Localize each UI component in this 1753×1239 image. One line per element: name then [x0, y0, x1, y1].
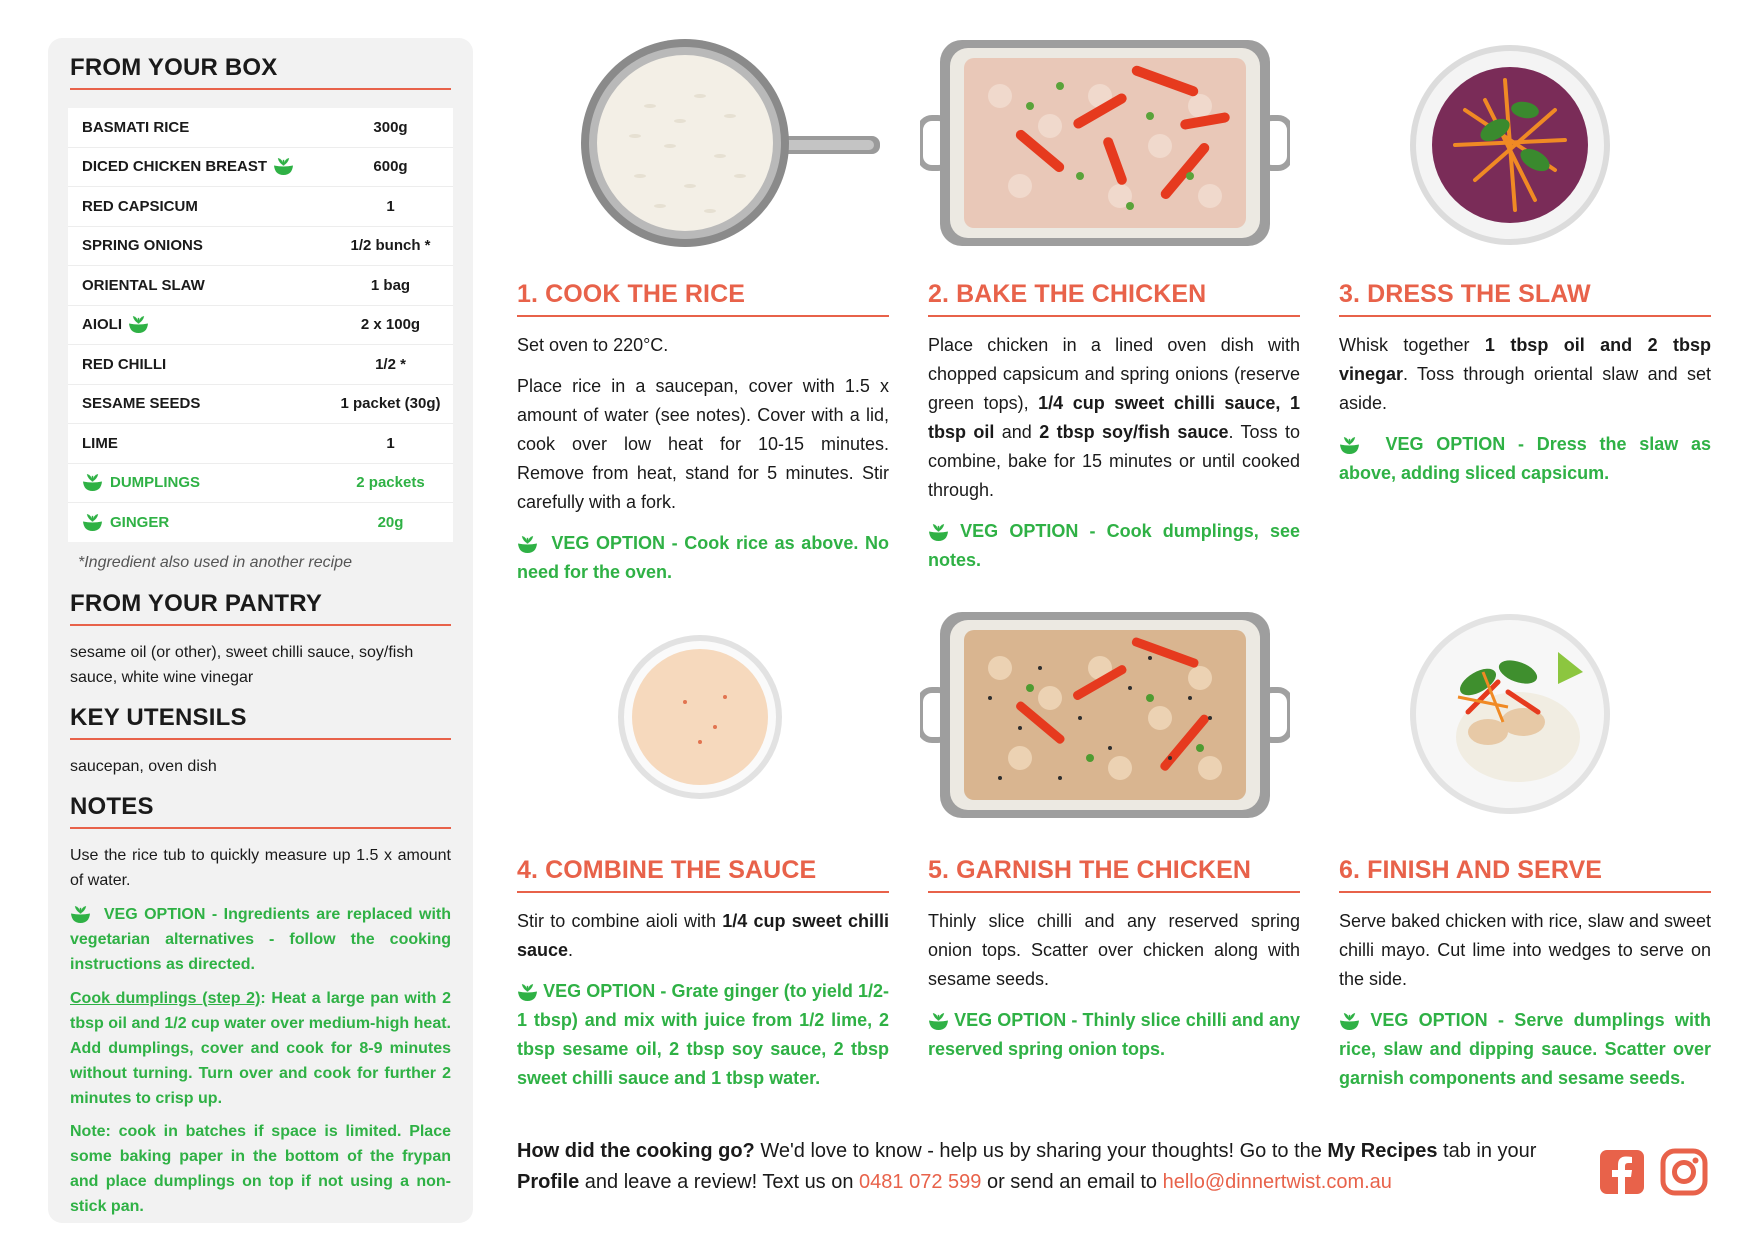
ingredient-label: SPRING ONIONS [82, 237, 203, 255]
ingredient-name [68, 435, 328, 452]
ingredient-label: ORIENTAL SLAW [82, 276, 205, 294]
step-4-veg-option [517, 977, 889, 1093]
batch-note: Note: cook in batches if space is limited. Place some baking paper in the bottom of the frypan and place dumplings on top if not using a non-stick pan. [70, 1122, 451, 1215]
ingredient-name [68, 237, 328, 254]
step-3-text-a: Whisk together [1339, 335, 1485, 355]
step-5-title: 5. GARNISH THE CHICKEN [928, 856, 1300, 893]
ingredients-table [68, 108, 453, 542]
sauce-bowl-image [615, 632, 785, 802]
leaf-icon [928, 1012, 949, 1031]
profile-label: Profile [517, 1171, 580, 1193]
step-2-title: 2. BAKE THE CHICKEN [928, 280, 1300, 317]
ingredient-quantity: 300g [373, 118, 408, 136]
ingredient-row [68, 187, 453, 227]
leaf-icon [82, 513, 103, 532]
feedback-text-b: tab in your [1437, 1140, 1537, 1162]
step-5-veg-text: VEG OPTION - Thinly slice chilli and any reserved spring onion tops. [928, 1010, 1300, 1059]
feedback-text-d: or send an email to [981, 1171, 1163, 1193]
step-4-text-b: . [568, 940, 574, 960]
garnished-chicken-image [920, 608, 1290, 823]
phone-link[interactable]: 0481 072 599 [859, 1171, 982, 1193]
leaf-icon [273, 157, 294, 176]
step-6-veg-option [1339, 1006, 1711, 1093]
ingredient-row [68, 345, 453, 385]
step-3-veg-option [1339, 430, 1711, 488]
step-6-title: 6. FINISH AND SERVE [1339, 856, 1711, 893]
ingredients-panel [48, 38, 473, 1223]
footnote: *Ingredient also used in another recipe [78, 553, 352, 571]
ingredient-label: SESAME SEEDS [82, 395, 201, 413]
ingredient-label: AIOLI [82, 316, 122, 334]
ingredient-name [68, 277, 328, 294]
ingredient-label: DUMPLINGS [110, 474, 200, 492]
ingredient-quantity: 2 x 100g [360, 316, 421, 334]
step-1-text-2: Place rice in a saucepan, cover with 1.5 x amount of water (see notes). Cover with a lid, cook over low heat for 10-15 minutes. Remove from heat, stand for 5 minutes. Stir carefully with a fork. [517, 376, 889, 512]
ingredient-name [68, 198, 328, 215]
ingredient-row [68, 385, 453, 425]
box-title: FROM YOUR BOX [70, 54, 451, 90]
ingredient-quantity: 1 bag [370, 276, 411, 294]
my-recipes-label: My Recipes [1327, 1140, 1438, 1162]
ingredient-row [68, 424, 453, 464]
ingredient-quantity: 1 packet (30g) [340, 395, 441, 413]
pantry-title: FROM YOUR PANTRY [70, 590, 451, 626]
step-4-text-a: Stir to combine aioli with [517, 911, 723, 931]
step-6-text: Serve baked chicken with rice, slaw and sweet chilli mayo. Cut lime into wedges to serve on the side. [1339, 911, 1711, 989]
ingredient-name [68, 315, 328, 334]
rice-pot-image [580, 36, 880, 251]
ingredient-quantity: 1/2 * [375, 355, 406, 373]
slaw-bowl-image [1405, 40, 1615, 250]
ingredient-quantity: 600g [373, 158, 408, 176]
step-6-veg-text: VEG OPTION - Serve dumplings with rice, slaw and dipping sauce. Scatter over garnish components and sesame seeds. [1339, 1010, 1711, 1088]
notes-veg-text: VEG OPTION - Ingredients are replaced with vegetarian alternatives - follow the cooking instructions as directed. [70, 905, 452, 973]
leaf-icon [1339, 436, 1360, 455]
feedback-message [517, 1136, 1547, 1198]
notes-veg-option [70, 902, 451, 977]
step-2 [928, 280, 1300, 575]
step-2-veg-text: VEG OPTION - Cook dumplings, see notes. [928, 521, 1300, 570]
step-5-veg-option [928, 1006, 1300, 1064]
step-4-bold-a: 1/4 cup sweet chilli sauce [517, 911, 889, 960]
step-2-veg-option [928, 517, 1300, 575]
notes-text: Use the rice tub to quickly measure up 1.5 x amount of water. [70, 846, 451, 889]
ingredient-label: RED CAPSICUM [82, 197, 198, 215]
feedback-question: How did the cooking go? [517, 1140, 755, 1162]
utensils-text: saucepan, oven dish [70, 757, 217, 775]
step-2-text-c: . Toss to combine, bake for 15 minutes or until cooked through. [928, 422, 1300, 500]
ingredient-label: BASMATI RICE [82, 118, 190, 136]
step-5-text: Thinly slice chilli and any reserved spring onion tops. Scatter over chicken along with sesame seeds. [928, 911, 1300, 989]
leaf-icon [70, 905, 91, 924]
ingredient-row [68, 266, 453, 306]
step-3-title: 3. DRESS THE SLAW [1339, 280, 1711, 317]
ingredient-row [68, 464, 453, 504]
ingredient-quantity: 2 packets [356, 474, 425, 492]
notes-title: NOTES [70, 793, 451, 829]
utensils-title: KEY UTENSILS [70, 704, 451, 740]
leaf-icon [82, 473, 103, 492]
step-2-bold-b: 2 tbsp soy/fish sauce [1039, 422, 1229, 442]
facebook-icon[interactable] [1598, 1148, 1646, 1196]
leaf-icon [928, 523, 949, 542]
step-4-text [517, 907, 889, 965]
step-3-veg-text: VEG OPTION - Dress the slaw as above, adding sliced capsicum. [1339, 434, 1711, 483]
leaf-icon [517, 983, 538, 1002]
step-1-veg-text: VEG OPTION - Cook rice as above. No need for the oven. [517, 533, 889, 582]
step-1-text-1: Set oven to 220°C. [517, 335, 669, 355]
ingredient-row [68, 306, 453, 346]
step-3-text [1339, 331, 1711, 418]
step-4-title: 4. COMBINE THE SAUCE [517, 856, 889, 893]
dumplings-link[interactable]: Cook dumplings (step 2) [70, 989, 261, 1007]
ingredient-quantity: 1/2 bunch * [350, 237, 431, 255]
ingredient-row [68, 108, 453, 148]
email-link[interactable]: hello@dinnertwist.com.au [1162, 1171, 1392, 1193]
feedback-text-a: We'd love to know - help us by sharing your thoughts! Go to the [754, 1140, 1328, 1162]
dumplings-note [70, 986, 451, 1111]
step-4-veg-text: VEG OPTION - Grate ginger (to yield 1/2-1 tbsp) and mix with juice from 1/2 lime, 2 tbsp sesame oil, 2 tbsp soy sauce, 2 tbsp sweet chilli sauce and 1 tbsp water. [517, 981, 889, 1088]
chicken-tray-image [920, 36, 1290, 251]
ingredient-quantity: 20g [377, 513, 404, 531]
step-1 [517, 280, 889, 587]
step-3-bold-a: 1 tbsp oil and 2 tbsp vinegar [1339, 335, 1711, 384]
leaf-icon [517, 535, 538, 554]
leaf-icon [128, 315, 149, 334]
step-2-text-a: Place chicken in a lined oven dish with chopped capsicum and spring onions (reserve green tops), [928, 335, 1300, 413]
step-3 [1339, 280, 1711, 488]
instagram-icon[interactable] [1660, 1148, 1708, 1196]
ingredient-name [68, 513, 328, 532]
step-2-text [928, 331, 1300, 505]
step-2-bold-a: 1/4 cup sweet chilli sauce, 1 tbsp oil [928, 393, 1300, 442]
ingredient-name [68, 473, 328, 492]
ingredient-name [68, 119, 328, 136]
ingredient-name [68, 157, 328, 176]
ingredient-label: LIME [82, 434, 118, 452]
step-2-text-b: and [994, 422, 1040, 442]
ingredient-quantity: 1 [386, 197, 395, 215]
step-6 [1339, 856, 1711, 1093]
ingredient-name [68, 395, 328, 412]
ingredient-name [68, 356, 328, 373]
ingredient-row [68, 503, 453, 542]
step-4 [517, 856, 889, 1093]
ingredient-quantity: 1 [386, 434, 395, 452]
ingredient-row [68, 148, 453, 188]
step-1-veg-option [517, 529, 889, 587]
step-3-text-b: . Toss through oriental slaw and set aside. [1339, 364, 1711, 413]
leaf-icon [1339, 1012, 1360, 1031]
ingredient-label: GINGER [110, 513, 170, 531]
plated-dish-image [1408, 612, 1613, 817]
ingredient-row [68, 227, 453, 267]
dumplings-text: : Heat a large pan with 2 tbsp oil and 1/2 cup water over medium-high heat. Add dumplings, cover and cook for 8-9 minutes without turning. Turn over and cook for further 2 minutes to crisp up. [70, 989, 452, 1107]
pantry-text: sesame oil (or other), sweet chilli sauce, soy/fish sauce, white wine vinegar [70, 643, 414, 686]
ingredient-label: DICED CHICKEN BREAST [82, 158, 268, 176]
step-1-title: 1. COOK THE RICE [517, 280, 889, 317]
ingredient-label: RED CHILLI [82, 355, 167, 373]
feedback-text-c: and leave a review! Text us on [579, 1171, 860, 1193]
step-5 [928, 856, 1300, 1064]
